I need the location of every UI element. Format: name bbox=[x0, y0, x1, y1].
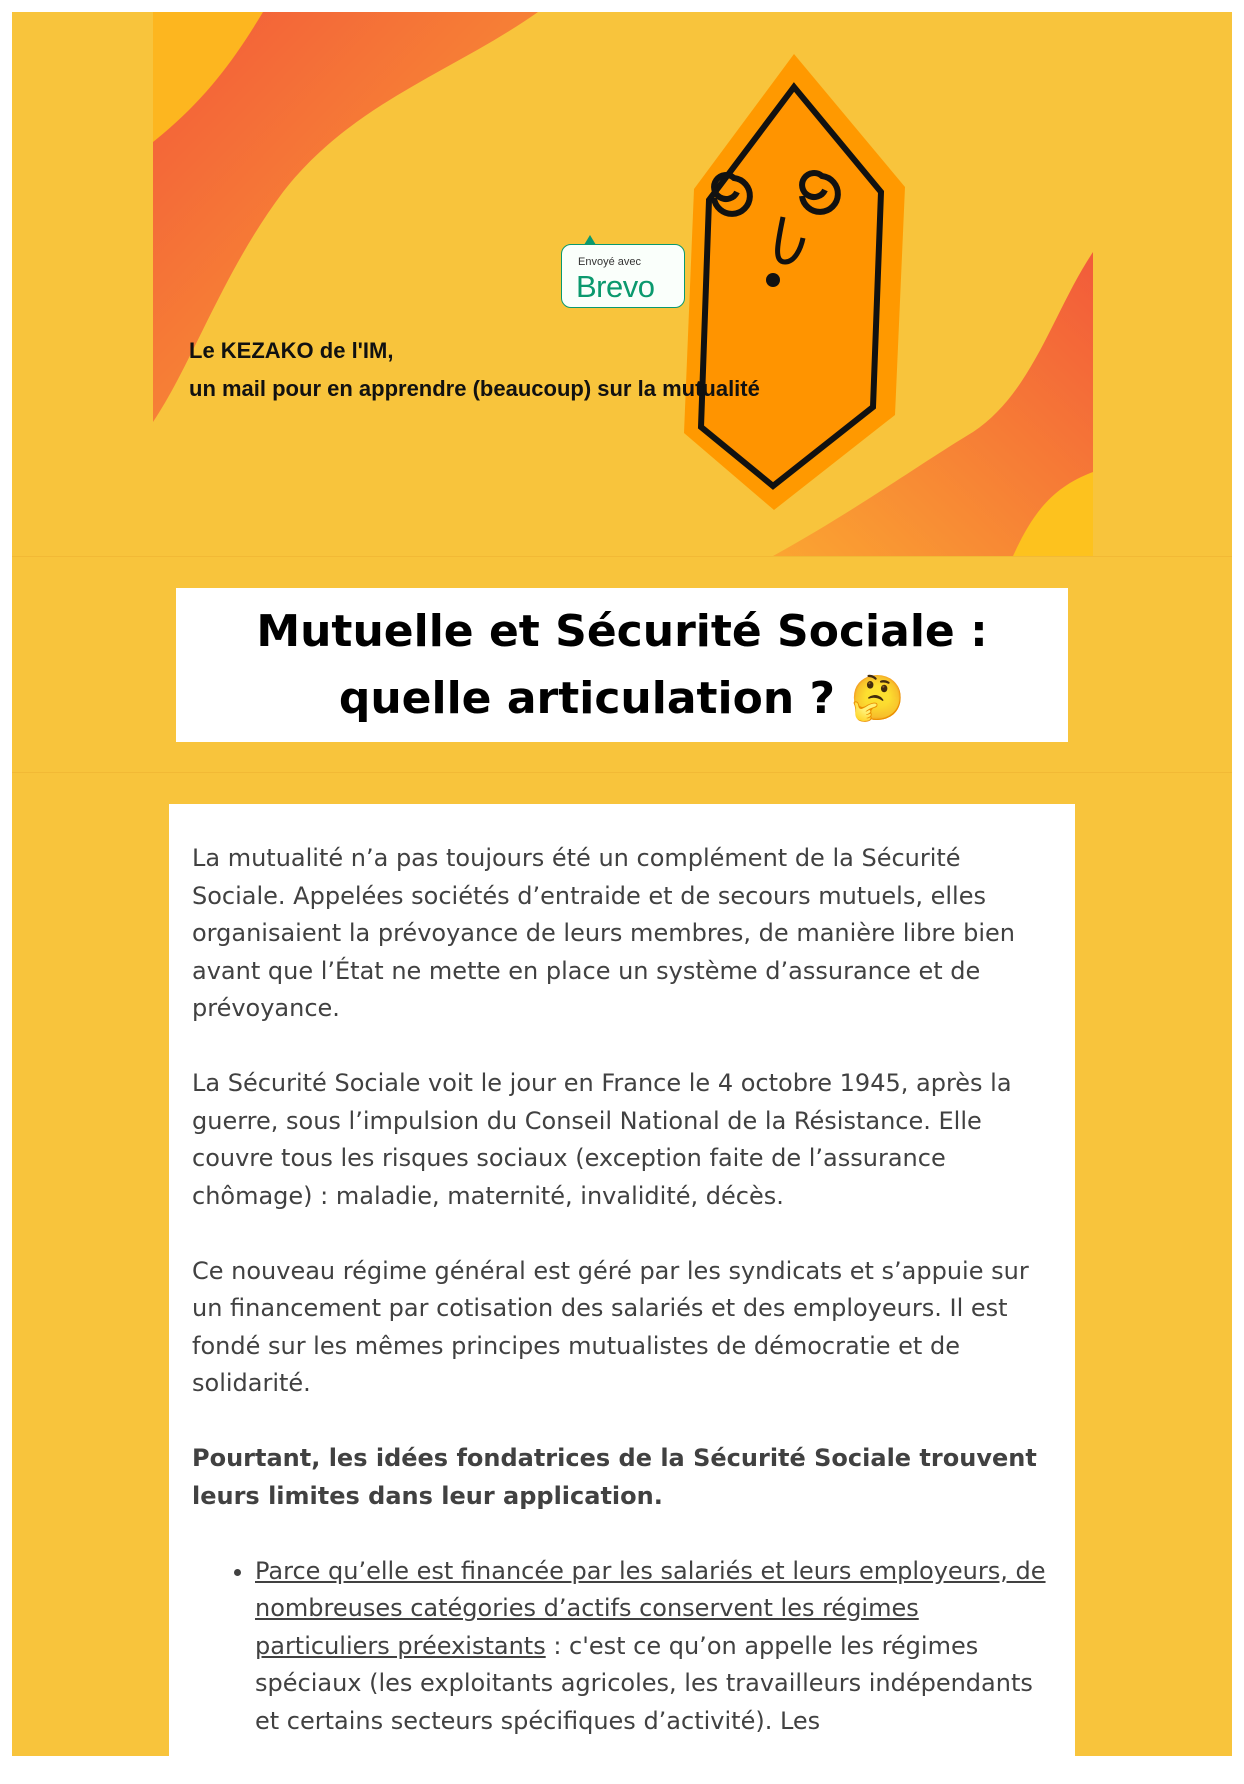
paragraph: La Sécurité Sociale voit le jour en France le 4 octobre 1945, après la guerre, sous l’impulsion du Conseil National de la Résistance. Elle couvre tous les risques sociaux (exception faite de l’assurance chômage) : maladie, maternité, invalidité, décès. bbox=[192, 1069, 1012, 1210]
kezako-hexagon-logo bbox=[684, 54, 905, 510]
paragraph: La mutualité n’a pas toujours été un complément de la Sécurité Sociale. Appelées sociétés d’entraide et de secours mutuels, elles organisaient la prévoyance de leurs membres, de manière libre bien avant que l’État ne mette en place un système d’assurance et de prévoyance. bbox=[192, 844, 1015, 1022]
tagline-line-1: Le KEZAKO de l'IM, bbox=[189, 338, 394, 363]
tagline-line-2: un mail pour en apprendre (beaucoup) sur la mutualité bbox=[189, 376, 760, 401]
brevo-logo-text: Brevo bbox=[576, 269, 655, 304]
divider bbox=[12, 772, 1232, 773]
header-banner bbox=[153, 12, 1093, 556]
bullet-list bbox=[192, 1553, 1058, 1741]
article-content bbox=[192, 840, 1058, 1740]
brevo-badge[interactable] bbox=[561, 244, 685, 308]
email-body bbox=[12, 12, 1232, 1756]
list-item bbox=[255, 1553, 1058, 1741]
title-box bbox=[176, 588, 1068, 742]
page-title: Mutuelle et Sécurité Sociale : quelle articulation ? 🤔 bbox=[256, 606, 988, 724]
paragraph: Ce nouveau régime général est géré par les syndicats et s’appuie sur un financement par cotisation des salariés et des employeurs. Il est fondé sur les mêmes principes mutualistes de démocratie et de solidarité. bbox=[192, 1256, 1029, 1397]
bullet-link[interactable]: Parce qu’elle est financée par les salariés et leurs employeurs, de nombreuses catégories d’actifs conservent les régimes particuliers préexistants bbox=[255, 1556, 1046, 1660]
divider bbox=[12, 556, 1232, 557]
brevo-badge-caption: Envoyé avec bbox=[578, 256, 641, 268]
bold-paragraph: Pourtant, les idées fondatrices de la Sécurité Sociale trouvent leurs limites dans leur application. bbox=[192, 1444, 1037, 1510]
bullet-text: : c'est ce qu’on appelle les régimes spéciaux (les exploitants agricoles, les travailleurs indépendants et certains secteurs spécifiques d’activité). Les bbox=[255, 1631, 1033, 1735]
content-card bbox=[169, 804, 1075, 1784]
tagline bbox=[189, 332, 760, 408]
